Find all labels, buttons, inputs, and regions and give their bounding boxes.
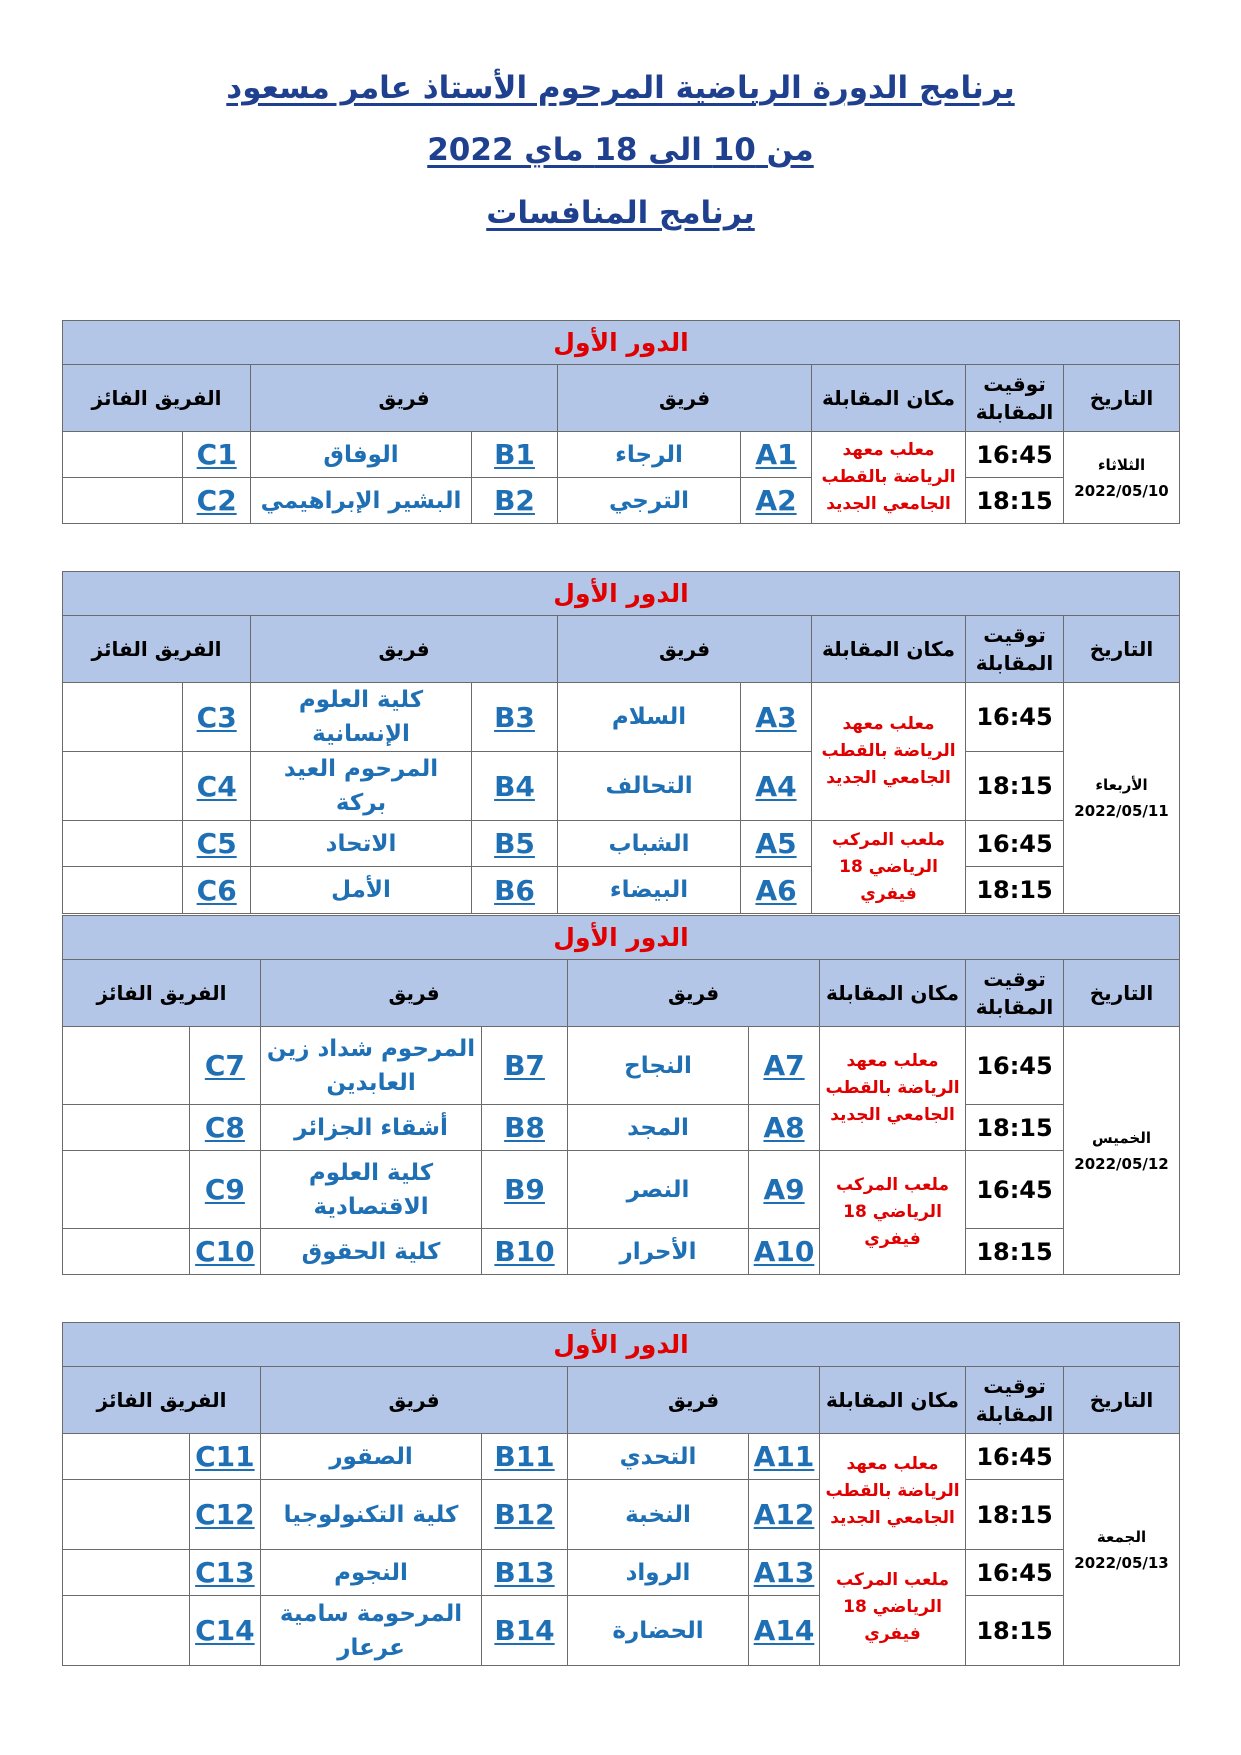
team-a-code-cell (741, 683, 812, 752)
column-header-team-a: فريق (568, 1367, 820, 1434)
column-header-time-line1: توقيت (983, 967, 1046, 991)
team-b-code-cell (472, 867, 558, 914)
winner-code[interactable]: C3 (196, 700, 237, 734)
winner-code[interactable]: C5 (196, 827, 237, 860)
team-a-name: التحالف (558, 752, 741, 821)
schedule-table (62, 571, 1180, 914)
column-header-winner: الفريق الفائز (63, 960, 261, 1027)
match-date-value: 2022/05/13 (1074, 1553, 1169, 1572)
match-row (63, 752, 1180, 821)
match-venue: معلب معهد الرياضة بالقطب الجامعي الجديد (812, 683, 966, 821)
team-b-code-cell (482, 1151, 568, 1229)
team-a-code-cell (741, 432, 812, 478)
winner-code-cell (183, 432, 251, 478)
team-b-code-cell (472, 752, 558, 821)
team-a-code-cell (749, 1550, 820, 1596)
team-a-code[interactable]: A12 (753, 1498, 815, 1531)
team-a-code-cell (749, 1434, 820, 1480)
winner-entry[interactable] (63, 1027, 190, 1105)
match-day: الأربعاء (1095, 776, 1148, 794)
winner-entry[interactable] (63, 432, 183, 478)
column-header-venue: مكان المقابلة (820, 960, 966, 1027)
team-b-code[interactable]: B4 (494, 769, 535, 803)
winner-entry[interactable] (63, 1434, 190, 1480)
match-row (63, 821, 1180, 867)
match-day: الجمعة (1096, 1527, 1147, 1546)
winner-code[interactable]: C2 (196, 484, 237, 517)
round-title: الدور الأول (63, 916, 1180, 960)
team-b-code[interactable]: B10 (494, 1235, 555, 1268)
match-row (63, 867, 1180, 914)
team-b-code-cell (472, 432, 558, 478)
winner-code-cell (183, 752, 251, 821)
match-time: 18:15 (966, 1105, 1064, 1151)
match-date-value: 2022/05/12 (1074, 1154, 1169, 1173)
winner-code-cell (189, 1027, 260, 1105)
team-a-code-cell (749, 1105, 820, 1151)
column-header-team-a: فريق (568, 960, 820, 1027)
column-header-time-line2: المقابلة (975, 400, 1054, 424)
team-a-code[interactable]: A2 (755, 484, 797, 517)
team-a-code-cell (749, 1027, 820, 1105)
winner-code-cell (189, 1229, 260, 1275)
match-row (63, 1434, 1180, 1480)
column-header-time (966, 365, 1064, 432)
match-time: 18:15 (966, 478, 1064, 524)
column-header-date: التاريخ (1064, 365, 1180, 432)
match-time: 18:15 (966, 1596, 1064, 1666)
team-b-name: كلية العلوم الاقتصادية (261, 1151, 482, 1229)
winner-code-cell (189, 1480, 260, 1550)
team-b-code-cell (482, 1550, 568, 1596)
round-header-row (63, 916, 1180, 960)
match-time: 16:45 (966, 1434, 1064, 1480)
team-a-code-cell (749, 1229, 820, 1275)
winner-entry[interactable] (63, 752, 183, 821)
winner-code[interactable]: C4 (196, 769, 237, 803)
winner-entry[interactable] (63, 1596, 190, 1666)
column-header-winner: الفريق الفائز (63, 365, 251, 432)
team-b-code-cell (472, 683, 558, 752)
match-venue: معلب معهد الرياضة بالقطب الجامعي الجديد (812, 432, 966, 524)
match-time: 18:15 (966, 1229, 1064, 1275)
team-b-code-cell (482, 1105, 568, 1151)
team-b-code-cell (482, 1480, 568, 1550)
match-time: 18:15 (966, 1480, 1064, 1550)
winner-code-cell (183, 683, 251, 752)
winner-code[interactable]: C6 (196, 873, 237, 907)
team-a-name: التحدي (568, 1434, 749, 1480)
team-a-code-cell (741, 867, 812, 914)
team-a-name: البيضاء (558, 867, 741, 914)
winner-entry[interactable] (63, 1480, 190, 1550)
winner-code[interactable]: C1 (196, 438, 237, 471)
team-a-code[interactable]: A14 (753, 1614, 815, 1647)
winner-code-cell (189, 1151, 260, 1229)
competition-program-title: برنامج المنافسات (486, 195, 755, 231)
team-a-name: الترجي (558, 478, 741, 524)
match-row (63, 1550, 1180, 1596)
match-venue: معلب معهد الرياضة بالقطب الجامعي الجديد (820, 1434, 966, 1550)
column-header-time (966, 960, 1064, 1027)
winner-entry[interactable] (63, 1229, 190, 1275)
winner-code[interactable]: C7 (204, 1049, 245, 1082)
round-header-row (63, 1323, 1180, 1367)
team-a-code-cell (741, 821, 812, 867)
team-a-name: السلام (558, 683, 741, 752)
team-a-code[interactable]: A4 (755, 769, 797, 803)
team-a-code-cell (749, 1151, 820, 1229)
team-a-code[interactable]: A7 (763, 1049, 805, 1082)
column-header-team-b: فريق (261, 1367, 568, 1434)
column-header-venue: مكان المقابلة (812, 365, 966, 432)
match-venue: ملعب المركب الرياضي 18 فيفري (812, 821, 966, 914)
winner-code-cell (183, 478, 251, 524)
schedule-table (62, 1322, 1180, 1666)
column-header-winner: الفريق الفائز (63, 616, 251, 683)
team-a-code[interactable]: A1 (755, 438, 797, 471)
team-b-name: الصقور (261, 1434, 482, 1480)
winner-entry[interactable] (63, 683, 183, 752)
winner-code[interactable]: C8 (204, 1111, 245, 1144)
team-a-name: النجاح (568, 1027, 749, 1105)
team-b-name: المرحومة سامية عرعار (261, 1596, 482, 1666)
winner-code[interactable]: C12 (195, 1498, 255, 1531)
winner-code-cell (189, 1434, 260, 1480)
team-b-code[interactable]: B2 (494, 484, 535, 517)
winner-entry[interactable] (63, 478, 183, 524)
team-a-name: الرجاء (558, 432, 741, 478)
team-b-name: أشقاء الجزائر (261, 1105, 482, 1151)
match-time: 16:45 (966, 1151, 1064, 1229)
round-header-row (63, 321, 1180, 365)
tournament-title: برنامج الدورة الرياضية المرحوم الأستاذ عامر مسعود (226, 70, 1015, 106)
team-a-code[interactable]: A3 (755, 700, 797, 734)
column-header-venue: مكان المقابلة (820, 1367, 966, 1434)
match-row (63, 683, 1180, 752)
team-b-code-cell (482, 1596, 568, 1666)
team-b-name: الوفاق (251, 432, 472, 478)
column-header-time (966, 1367, 1064, 1434)
match-date-value: 2022/05/11 (1074, 802, 1169, 820)
team-a-code-cell (749, 1596, 820, 1666)
match-time: 18:15 (966, 867, 1064, 914)
team-b-code-cell (482, 1434, 568, 1480)
column-header-row (63, 616, 1180, 683)
team-b-code[interactable]: B9 (504, 1173, 545, 1206)
schedule-table (62, 915, 1180, 1275)
team-a-code[interactable]: A6 (755, 873, 797, 907)
team-a-name: النخبة (568, 1480, 749, 1550)
match-venue: ملعب المركب الرياضي 18 فيفري (820, 1550, 966, 1666)
winner-code[interactable]: C13 (195, 1556, 255, 1589)
match-date (1064, 432, 1180, 524)
team-a-name: الأحرار (568, 1229, 749, 1275)
team-a-name: النصر (568, 1151, 749, 1229)
match-time: 16:45 (966, 1550, 1064, 1596)
team-a-name: المجد (568, 1105, 749, 1151)
team-b-code[interactable]: B11 (494, 1440, 555, 1473)
column-header-winner: الفريق الفائز (63, 1367, 261, 1434)
winner-entry[interactable] (63, 821, 183, 867)
team-a-code-cell (741, 752, 812, 821)
team-a-code-cell (741, 478, 812, 524)
column-header-team-b: فريق (251, 616, 558, 683)
match-venue: ملعب المركب الرياضي 18 فيفري (820, 1151, 966, 1275)
match-time: 16:45 (966, 1027, 1064, 1105)
team-a-code[interactable]: A5 (755, 827, 797, 860)
team-a-name: الشباب (558, 821, 741, 867)
match-row (63, 432, 1180, 478)
winner-entry[interactable] (63, 1151, 190, 1229)
team-b-code[interactable]: B1 (494, 438, 535, 471)
winner-entry[interactable] (63, 867, 183, 914)
team-b-name: الأمل (251, 867, 472, 914)
winner-entry[interactable] (63, 1105, 190, 1151)
match-row (63, 1105, 1180, 1151)
winner-code[interactable]: C14 (195, 1614, 255, 1647)
column-header-time-line2: المقابلة (975, 1402, 1054, 1426)
match-day: الخميس (1092, 1128, 1151, 1147)
column-header-team-b: فريق (251, 365, 558, 432)
team-b-code[interactable]: B14 (494, 1614, 555, 1647)
schedule-table (62, 320, 1180, 524)
column-header-team-a: فريق (558, 616, 812, 683)
winner-code[interactable]: C10 (195, 1235, 255, 1268)
team-b-code-cell (472, 821, 558, 867)
match-row (63, 1480, 1180, 1550)
match-time: 16:45 (966, 683, 1064, 752)
match-day: الثلاثاء (1097, 455, 1146, 474)
match-row (63, 1027, 1180, 1105)
winner-code-cell (189, 1550, 260, 1596)
column-header-row (63, 1367, 1180, 1434)
column-header-time-line2: المقابلة (975, 995, 1054, 1019)
match-date (1064, 1434, 1180, 1666)
team-a-code[interactable]: A11 (753, 1440, 815, 1473)
team-a-name: الحضارة (568, 1596, 749, 1666)
column-header-time (966, 616, 1064, 683)
team-b-name: المرحوم العيد بركة (251, 752, 472, 821)
column-header-row (63, 365, 1180, 432)
winner-code[interactable]: C9 (204, 1173, 245, 1206)
round-title: الدور الأول (63, 321, 1180, 365)
match-time: 18:15 (966, 752, 1064, 821)
team-b-name: الاتحاد (251, 821, 472, 867)
match-row (63, 1229, 1180, 1275)
column-header-date: التاريخ (1064, 960, 1180, 1027)
round-title: الدور الأول (63, 1323, 1180, 1367)
team-a-code[interactable]: A13 (753, 1556, 815, 1589)
match-time: 16:45 (966, 432, 1064, 478)
team-a-code[interactable]: A9 (763, 1173, 805, 1206)
winner-code[interactable]: C11 (195, 1440, 255, 1473)
match-date (1064, 1027, 1180, 1275)
match-time: 16:45 (966, 821, 1064, 867)
match-date-value: 2022/05/10 (1074, 481, 1169, 500)
tournament-dates: من 10 الى 18 ماي 2022 (427, 132, 814, 168)
column-header-team-a: فريق (558, 365, 812, 432)
round-header-row (63, 572, 1180, 616)
team-b-name: كلية العلوم الإنسانية (251, 683, 472, 752)
column-header-venue: مكان المقابلة (812, 616, 966, 683)
column-header-time-line1: توقيت (983, 372, 1046, 396)
team-b-code-cell (482, 1027, 568, 1105)
column-header-time-line1: توقيت (983, 623, 1046, 647)
winner-code-cell (189, 1596, 260, 1666)
team-b-name: النجوم (261, 1550, 482, 1596)
team-a-code-cell (749, 1480, 820, 1550)
team-a-code[interactable]: A10 (753, 1235, 815, 1268)
column-header-date: التاريخ (1064, 616, 1180, 683)
team-b-code[interactable]: B12 (494, 1498, 555, 1531)
match-venue: معلب معهد الرياضة بالقطب الجامعي الجديد (820, 1027, 966, 1151)
team-b-code[interactable]: B13 (494, 1556, 555, 1589)
team-b-name: المرحوم شداد زين العابدين (261, 1027, 482, 1105)
team-b-code[interactable]: B3 (494, 700, 535, 734)
column-header-row (63, 960, 1180, 1027)
match-date (1064, 683, 1180, 914)
winner-entry[interactable] (63, 1550, 190, 1596)
team-b-name: كلية الحقوق (261, 1229, 482, 1275)
team-b-code[interactable]: B5 (494, 827, 535, 860)
column-header-date: التاريخ (1064, 1367, 1180, 1434)
column-header-team-b: فريق (261, 960, 568, 1027)
team-b-code[interactable]: B8 (504, 1111, 545, 1144)
team-b-code-cell (472, 478, 558, 524)
winner-code-cell (189, 1105, 260, 1151)
winner-code-cell (183, 821, 251, 867)
team-b-code[interactable]: B7 (504, 1049, 545, 1082)
team-b-code-cell (482, 1229, 568, 1275)
match-row (63, 1151, 1180, 1229)
team-b-name: البشير الإبراهيمي (251, 478, 472, 524)
round-title: الدور الأول (63, 572, 1180, 616)
team-a-code[interactable]: A8 (763, 1111, 805, 1144)
team-b-name: كلية التكنولوجيا (261, 1480, 482, 1550)
column-header-time-line1: توقيت (983, 1374, 1046, 1398)
column-header-time-line2: المقابلة (975, 651, 1054, 675)
team-a-name: الرواد (568, 1550, 749, 1596)
match-row (63, 478, 1180, 524)
winner-code-cell (183, 867, 251, 914)
team-b-code[interactable]: B6 (494, 873, 535, 907)
match-row (63, 1596, 1180, 1666)
